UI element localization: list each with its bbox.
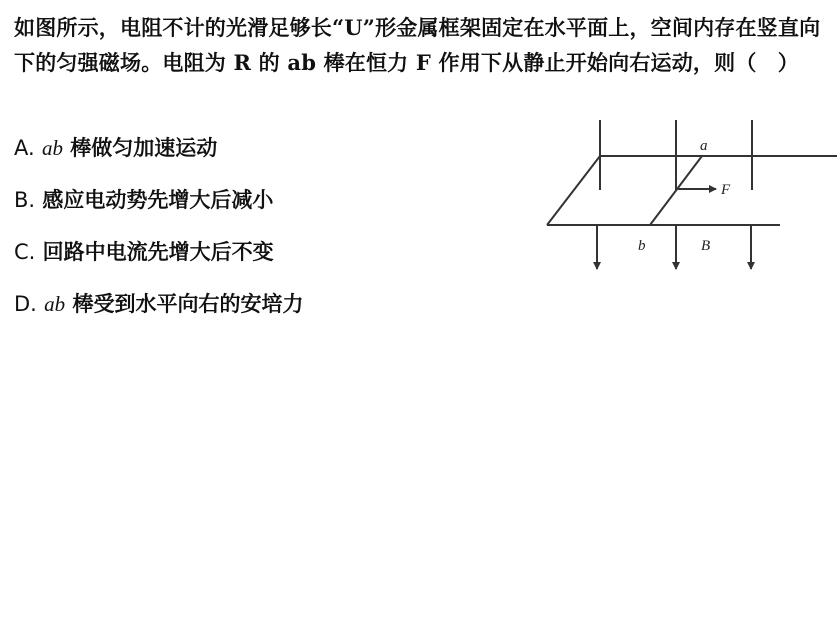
label-f: F xyxy=(721,182,731,198)
option-d-letter: D. xyxy=(14,292,37,316)
frame-left-end xyxy=(547,156,600,225)
option-b-letter: B. xyxy=(14,188,36,212)
circuit-figure xyxy=(530,112,837,284)
option-b[interactable] xyxy=(14,185,273,215)
option-b-text: 感应电动势先增大后减小 xyxy=(42,187,274,212)
option-d-text: 棒受到水平向右的安培力 xyxy=(72,291,304,316)
option-a-math: ab xyxy=(41,136,63,160)
option-c-text: 回路中电流先增大后不变 xyxy=(42,239,274,264)
option-d[interactable] xyxy=(14,289,303,319)
option-a[interactable] xyxy=(14,133,217,163)
option-d-math: ab xyxy=(44,292,66,316)
option-c[interactable] xyxy=(14,237,274,267)
option-c-letter: C. xyxy=(14,240,36,264)
label-field-b: B xyxy=(701,238,711,254)
option-a-letter: A. xyxy=(14,136,35,160)
question-stem: 如图所示，电阻不计的光滑足够长“U”形金属框架固定在水平面上，空间内存在竖直向下的匀强磁场。电阻为 R 的 ab 棒在恒力 F 作用下从静止开始向右运动，则（ ） xyxy=(14,15,821,75)
option-a-text: 棒做匀加速运动 xyxy=(70,135,218,160)
label-a: a xyxy=(700,138,708,154)
label-b: b xyxy=(638,238,646,254)
